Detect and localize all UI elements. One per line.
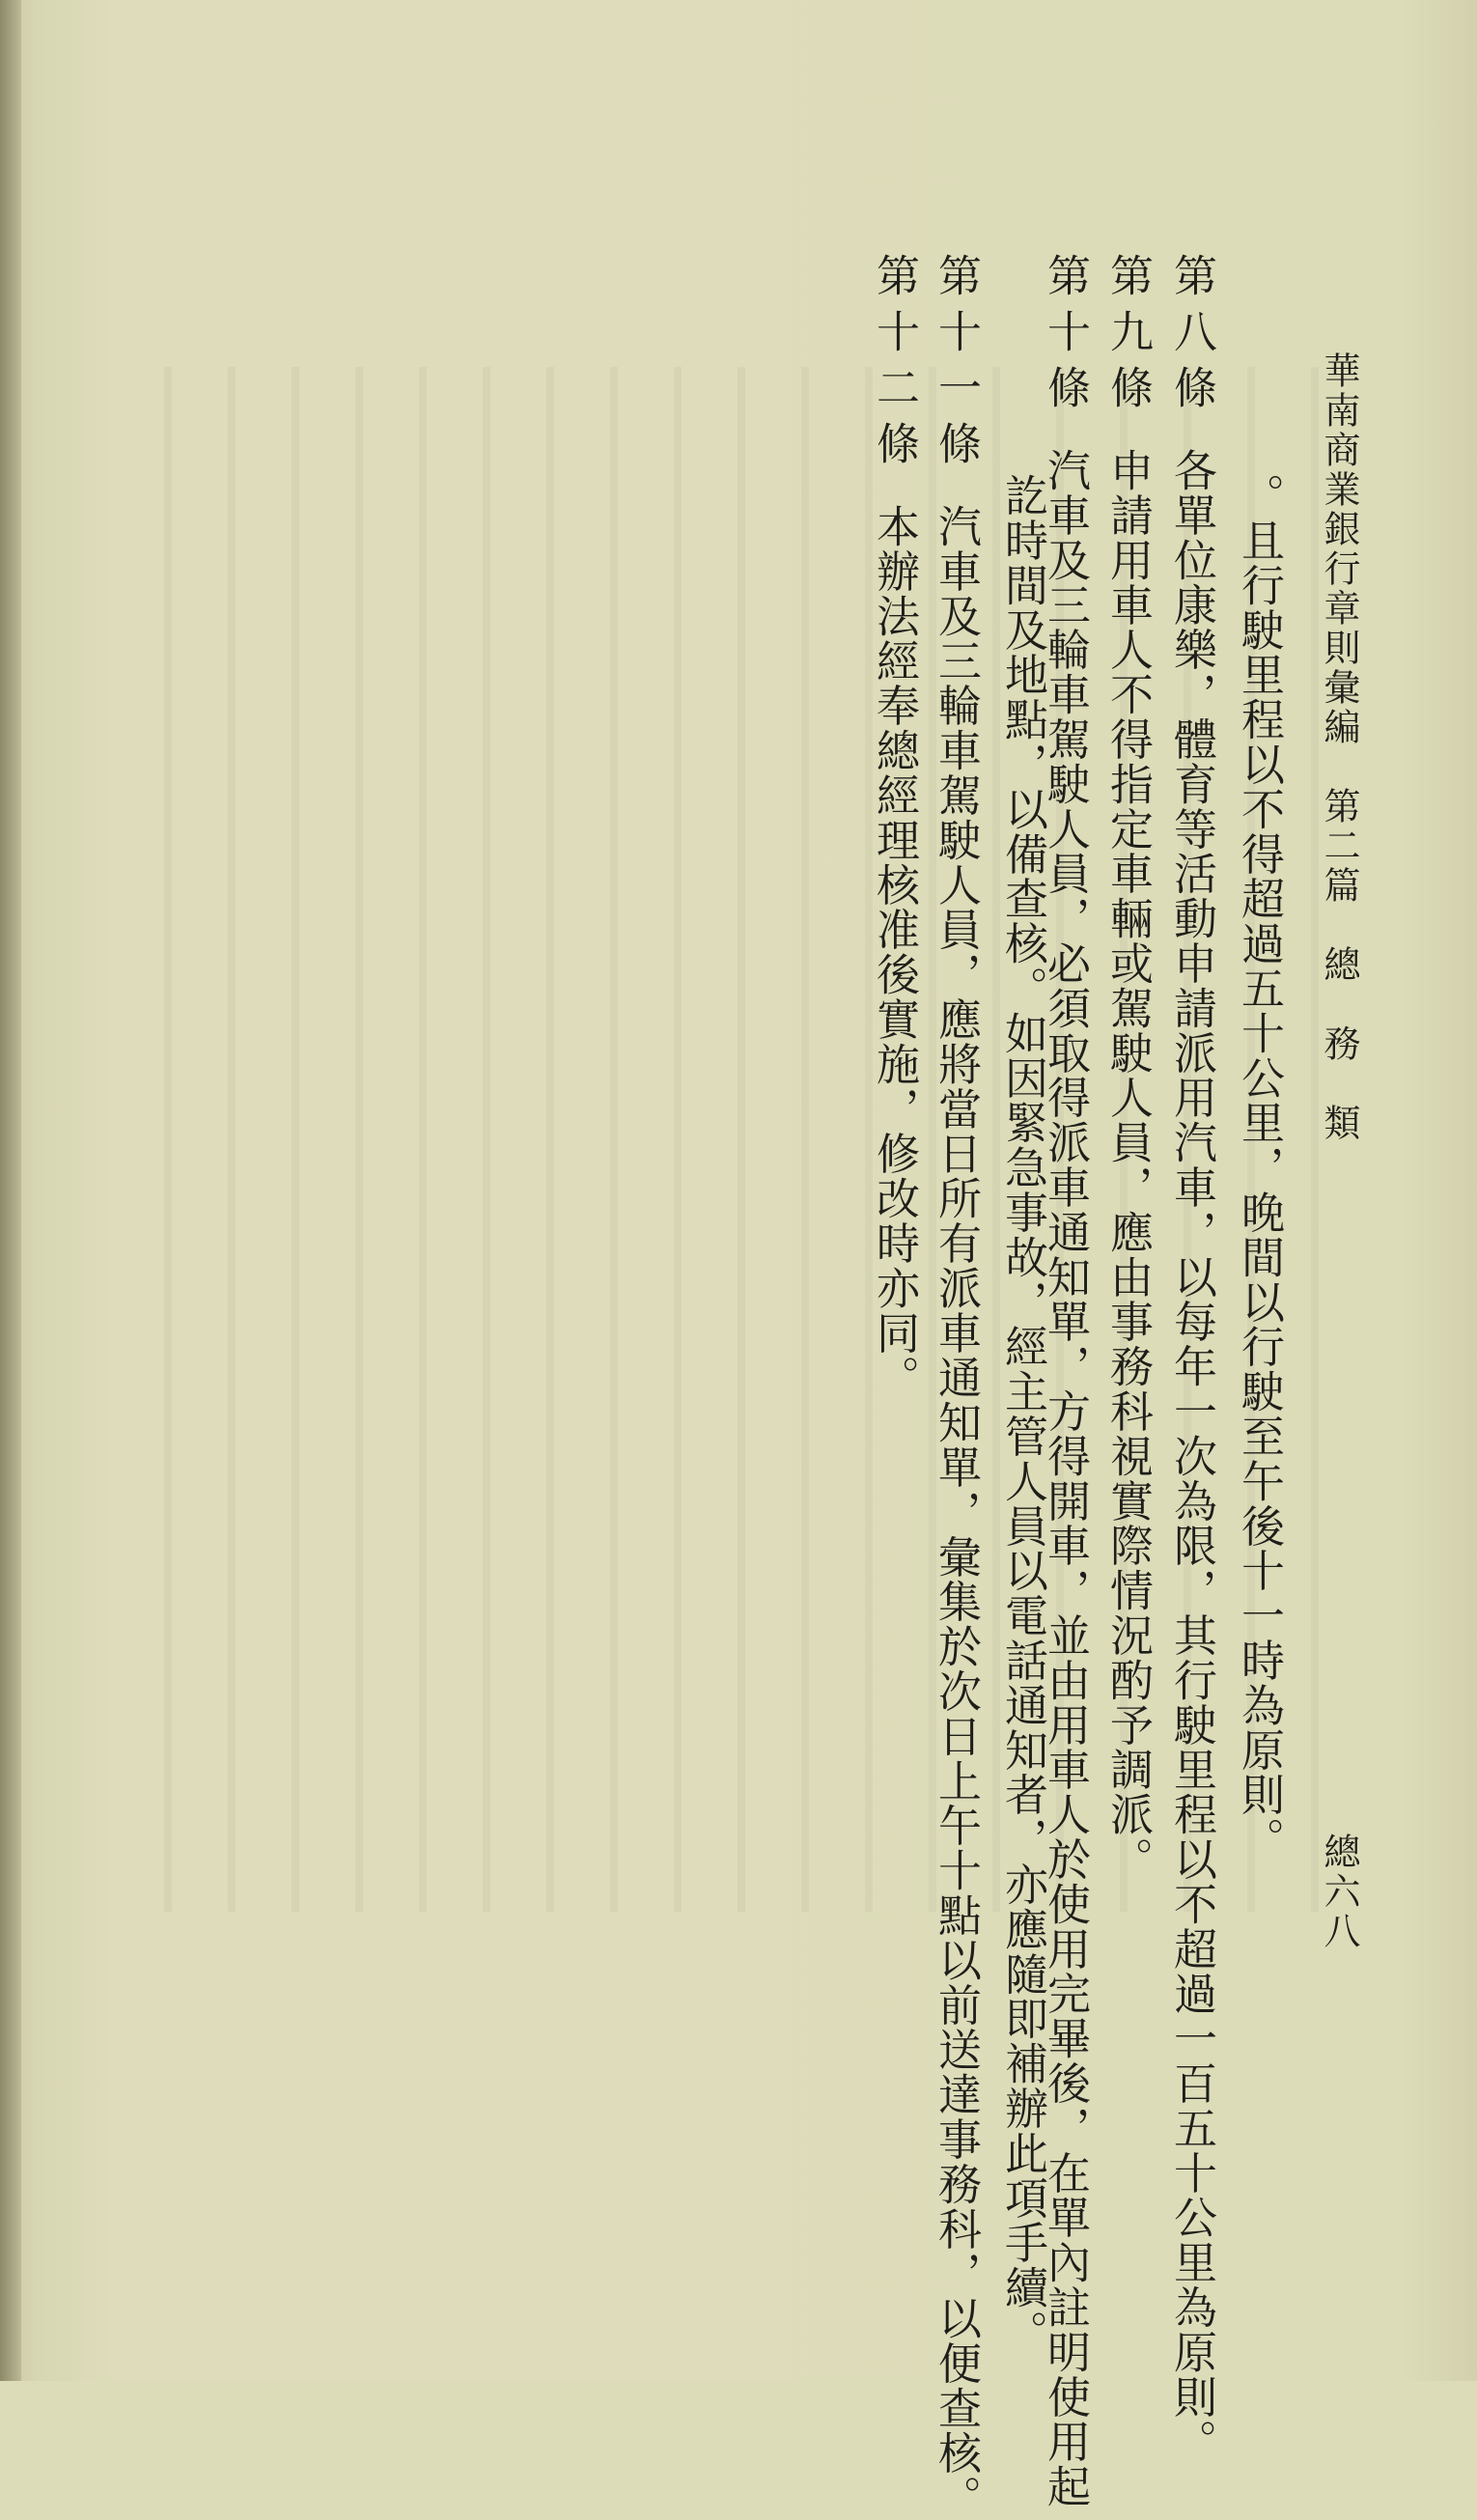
- article-heading: 第八條: [1166, 253, 1217, 421]
- article-11: [931, 253, 982, 2520]
- page-number: 總六八: [1318, 1833, 1360, 1951]
- article-heading: 第九條: [1102, 253, 1154, 421]
- article-9: [1102, 253, 1154, 1882]
- article-12: [869, 253, 920, 1400]
- article-10: [1040, 253, 1091, 2509]
- text-line: 訖時間及地點，以備查核。如因緊急事故，經主管人員以電話通知者，亦應隨即補辦此項手續。: [997, 473, 1048, 2355]
- article-10-continuation: [997, 473, 1048, 2355]
- article-8: [1166, 253, 1217, 2464]
- article-heading: 第十條: [1040, 253, 1091, 421]
- binding-edge: [0, 0, 21, 2381]
- article-heading: 第十二條: [869, 253, 920, 477]
- article-text: 本辦法經奉總經理核准後實施，修改時亦同。: [869, 504, 920, 1400]
- article-text: 各單位康樂，體育等活動申請派用汽車，以每年一次為限，其行駛里程以不超過一百五十公里為原則。: [1166, 448, 1217, 2464]
- article-text: 汽車及三輪車駕駛人員，必須取得派車通知單，方得開車，並由用車人於使用完畢後，在單內註明使用起: [1040, 448, 1091, 2509]
- running-header: 華南商業銀行章則彙編 第二篇 總 務 類: [1318, 351, 1360, 1143]
- article-7-continuation: [1234, 473, 1285, 1862]
- article-text: 汽車及三輪車駕駛人員，應將當日所有派車通知單，彙集於次日上午十點以前送達事務科，以便查核。: [931, 504, 982, 2520]
- article-text: 申請用車人不得指定車輛或駕駛人員，應由事務科視實際情況酌予調派。: [1102, 448, 1154, 1882]
- article-heading: 第十一條: [931, 253, 982, 477]
- text-line: 。且行駛里程以不得超過五十公里，晚間以行駛至午後十一時為原則。: [1234, 473, 1285, 1862]
